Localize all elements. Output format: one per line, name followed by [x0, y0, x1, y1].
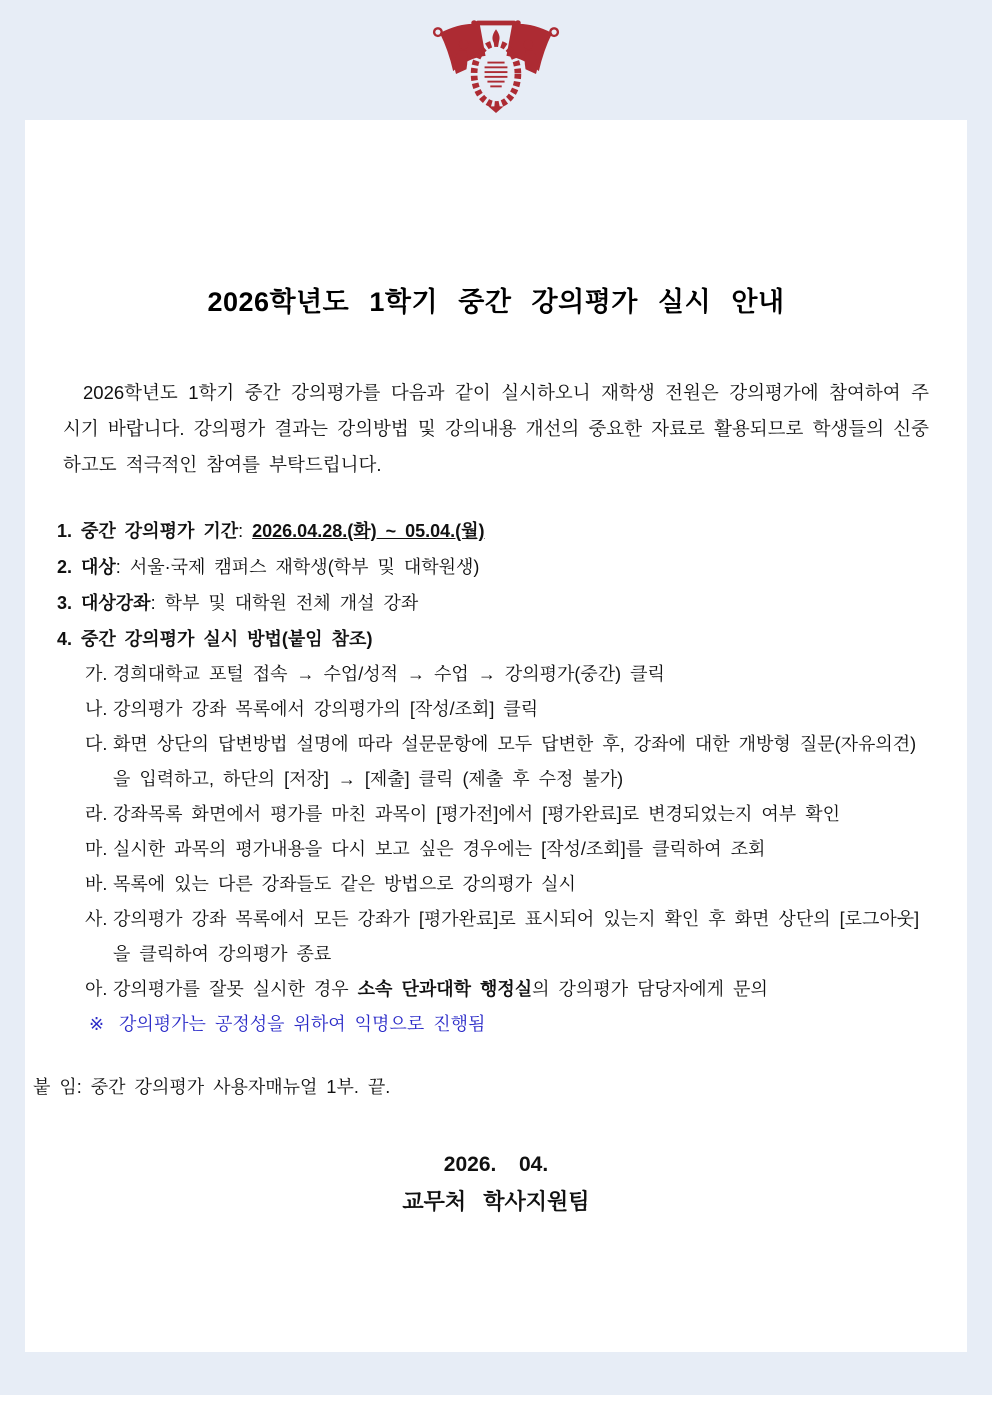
step-ga	[85, 657, 929, 692]
step-text	[113, 972, 929, 1007]
step-text-prefix: 강의평가를 잘못 실시한 경우	[113, 979, 358, 999]
intro-paragraph: 2026학년도 1학기 중간 강의평가를 다음과 같이 실시하오니 재학생 전원은 강의평가에 참여하여 주시기 바랍니다. 강의평가 결과는 강의방법 및 강의내용 개선의 중요한 자료로 활용되므로 학생들의 신중하고도 적극적인 참여를 부탁드립니다.	[63, 382, 929, 475]
step-marker: 다.	[85, 734, 108, 754]
list-item-period	[57, 513, 929, 549]
step-text: 경희대학교 포털 접속 → 수업/성적 → 수업 → 강의평가(중간) 클릭	[113, 664, 665, 684]
evaluation-period-value: 2026.04.28.(화) ~ 05.04.(월)	[252, 521, 485, 541]
list-item-method	[57, 621, 929, 657]
step-marker: 바.	[85, 874, 108, 894]
step-marker: 사.	[85, 909, 108, 929]
footer-department: 교무처 학사지원팀	[402, 1189, 590, 1214]
step-ba	[85, 867, 929, 902]
list-item-label: 4. 중간 강의평가 실시 방법(붙임 참조)	[57, 629, 373, 649]
list-item-label: 1. 중간 강의평가 기간	[57, 521, 239, 541]
list-item-target	[57, 549, 929, 585]
page-title: 2026학년도 1학기 중간 강의평가 실시 안내	[207, 287, 785, 317]
footer-date: 2026. 04.	[443, 1153, 549, 1176]
numbered-list	[57, 513, 929, 657]
step-ra	[85, 797, 929, 832]
attachment-line: 붙 임: 중간 강의평가 사용자매뉴얼 1부. 끝.	[33, 1077, 391, 1097]
step-text-bold: 소속 단과대학 행정실	[357, 979, 533, 999]
step-text: 강의평가 강좌 목록에서 모든 강좌가 [평가완료]로 표시되어 있는지 확인 후 화면 상단의 [로그아웃]을 클릭하여 강의평가 종료	[113, 909, 920, 964]
step-text: 강좌목록 화면에서 평가를 마친 과목이 [평가전]에서 [평가완료]로 변경되었는지 여부 확인	[113, 804, 840, 824]
step-da	[85, 727, 929, 797]
step-na	[85, 692, 929, 727]
step-text: 실시한 과목의 평가내용을 다시 보고 싶은 경우에는 [작성/조회]를 클릭하여 조회	[113, 839, 766, 859]
university-emblem-icon	[421, 14, 571, 114]
document-paper	[25, 120, 967, 1352]
step-text: 목록에 있는 다른 강좌들도 같은 방법으로 강의평가 실시	[113, 874, 576, 894]
step-marker: 마.	[85, 839, 108, 859]
list-item-value: 학부 및 대학원 전체 개설 강좌	[164, 593, 419, 613]
step-marker: 가.	[85, 664, 108, 684]
list-item-value: 서울·국제 캠퍼스 재학생(학부 및 대학원생)	[129, 557, 480, 577]
step-sa	[85, 902, 929, 972]
step-marker: 라.	[85, 804, 108, 824]
list-item-colon: :	[238, 521, 253, 541]
bottom-strip	[0, 1395, 992, 1403]
step-text: 화면 상단의 답변방법 설명에 따라 설문문항에 모두 답변한 후, 강좌에 대한 개방형 질문(자유의견)을 입력하고, 하단의 [저장] → [제출] 클릭 (제출 후 수정 불가)	[113, 734, 917, 789]
university-emblem	[421, 14, 571, 119]
list-item-colon: :	[115, 557, 130, 577]
anonymity-note	[89, 1007, 929, 1042]
step-marker: 나.	[85, 699, 108, 719]
list-item-colon: :	[150, 593, 165, 613]
method-steps	[63, 657, 929, 1042]
step-text: 강의평가 강좌 목록에서 강의평가의 [작성/조회] 클릭	[113, 699, 539, 719]
step-ma	[85, 832, 929, 867]
list-item-courses	[57, 585, 929, 621]
note-text: 강의평가는 공정성을 위하여 익명으로 진행됨	[119, 1014, 486, 1034]
note-marker: ※	[89, 1014, 105, 1034]
step-a	[85, 972, 929, 1007]
list-item-label: 3. 대상강좌	[57, 593, 151, 613]
list-item-label: 2. 대상	[57, 557, 116, 577]
step-marker: 아.	[85, 979, 108, 999]
step-text-suffix: 의 강의평가 담당자에게 문의	[532, 979, 768, 999]
